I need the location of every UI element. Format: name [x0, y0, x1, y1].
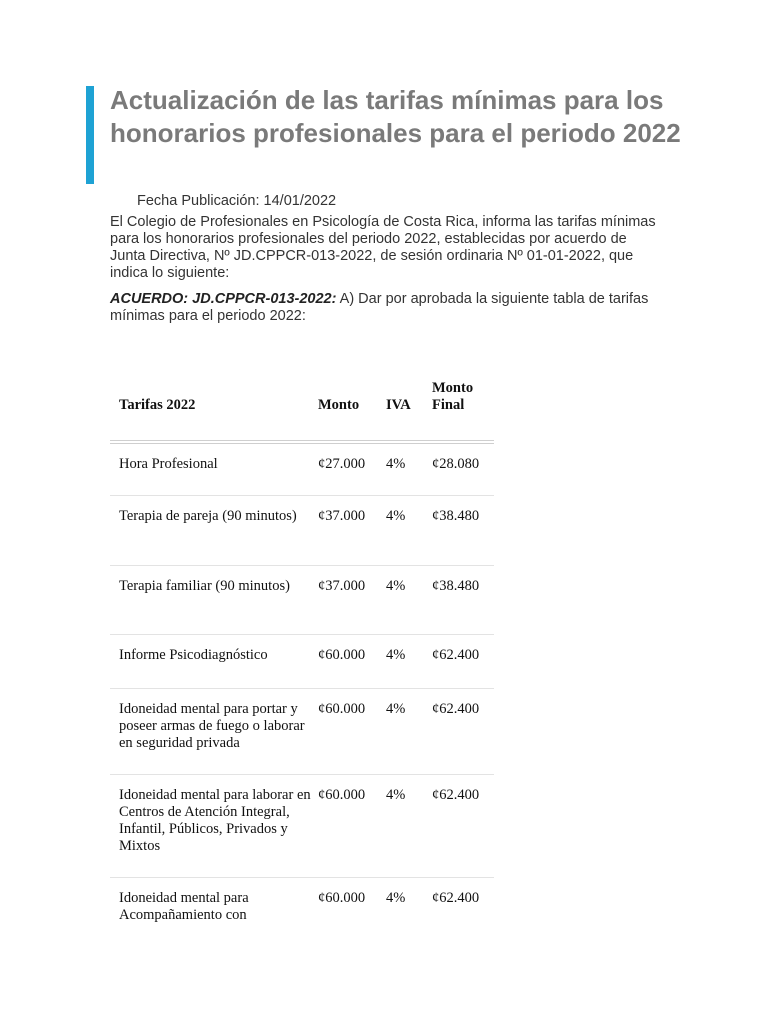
cell-iva: 4%	[386, 689, 432, 775]
header-monto: Monto	[318, 372, 386, 442]
cell-iva: 4%	[386, 442, 432, 496]
cell-monto-final: ¢62.400	[432, 689, 494, 775]
table-row	[110, 635, 494, 689]
tarifas-table	[110, 372, 494, 950]
publication-date-value: 14/01/2022	[263, 193, 337, 209]
cell-iva: 4%	[386, 775, 432, 878]
publication-date-label: Fecha Publicación:	[137, 193, 260, 209]
cell-iva: 4%	[386, 496, 432, 566]
acuerdo-paragraph	[110, 291, 658, 325]
publication-date	[137, 192, 336, 210]
cell-monto-final: ¢38.480	[432, 496, 494, 566]
cell-servicio: Idoneidad mental para Acompañamiento con	[119, 890, 249, 923]
table-row	[110, 566, 494, 635]
cell-monto: ¢60.000	[318, 890, 366, 906]
cell-monto: ¢37.000	[318, 496, 386, 566]
table-row	[110, 775, 494, 878]
cell-monto: ¢37.000	[318, 566, 386, 635]
header-iva: IVA	[386, 372, 432, 442]
table-header-row	[110, 372, 494, 442]
cell-monto-final: ¢28.080	[432, 442, 494, 496]
cell-monto: ¢60.000	[318, 775, 386, 878]
cell-monto: ¢60.000	[318, 635, 386, 689]
cell-servicio: Terapia de pareja (90 minutos)	[110, 496, 318, 566]
acuerdo-text: A) Dar por aprobada la siguiente tabla de tarifas mínimas para el periodo 2022:	[110, 291, 649, 324]
cell-iva: 4%	[386, 890, 406, 906]
header-monto-final: Monto Final	[432, 372, 494, 442]
cell-servicio: Hora Profesional	[110, 442, 318, 496]
cell-monto: ¢27.000	[318, 442, 386, 496]
header-tarifas: Tarifas 2022	[110, 372, 318, 442]
cell-monto-final: ¢62.400	[432, 775, 494, 878]
table-body	[110, 442, 494, 950]
table-row	[110, 878, 494, 951]
cell-servicio: Idoneidad mental para portar y poseer armas de fuego o laborar en seguridad privada	[110, 689, 318, 775]
table-row	[110, 496, 494, 566]
intro-paragraph: El Colegio de Profesionales en Psicología de Costa Rica, informa las tarifas mínimas para los honorarios profesionales del periodo 2022, establecidas por acuerdo de Junta Directiva, Nº JD.CPPCR-013-2022, de sesión ordinaria Nº 01-01-2022, que indica lo siguiente:	[110, 214, 656, 281]
table-header	[110, 372, 494, 442]
cell-monto: ¢60.000	[318, 689, 386, 775]
table-row	[110, 689, 494, 775]
acuerdo-label: ACUERDO: JD.CPPCR-013-2022:	[110, 291, 337, 307]
cell-monto-final: ¢38.480	[432, 566, 494, 635]
cell-iva: 4%	[386, 566, 432, 635]
cell-monto-final: ¢62.400	[432, 890, 480, 906]
article-title: Actualización de las tarifas mínimas para los honorarios profesionales para el periodo 2022	[110, 85, 681, 148]
cell-servicio: Informe Psicodiagnóstico	[110, 635, 318, 689]
cell-monto-final: ¢62.400	[432, 635, 494, 689]
cell-servicio: Terapia familiar (90 minutos)	[110, 566, 318, 635]
cell-servicio: Idoneidad mental para laborar en Centros de Atención Integral, Infantil, Públicos, Privados y Mixtos	[110, 775, 318, 878]
title-accent-bar	[86, 86, 94, 184]
table-row	[110, 442, 494, 496]
cell-iva: 4%	[386, 635, 432, 689]
